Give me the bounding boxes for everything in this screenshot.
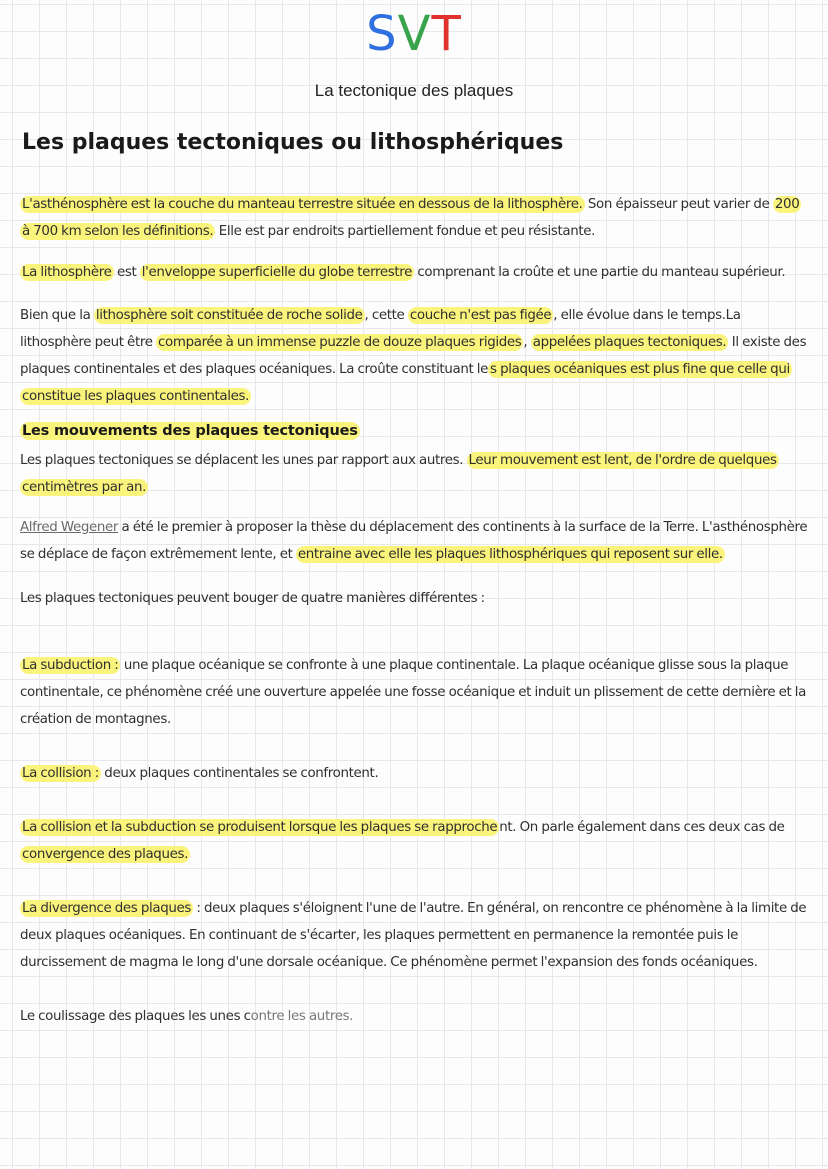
- highlight: comparée à un immense puzzle de douze plaques rigides: [158, 335, 522, 350]
- text: a été le premier à proposer la thèse du déplacement des continents à la surface de la Terre. L'asthénosphère se déplace de façon extrêmement lente, et: [20, 520, 808, 562]
- text: ontre les autres.: [250, 1009, 354, 1024]
- text: une plaque océanique se confronte à une plaque continentale. La plaque océanique glisse sous la plaque continentale, ce phénomène créé une ouverture appelée une fosse océanique et induit un plissement de cette dernière et la création de montagnes.: [20, 658, 807, 727]
- highlight: La collision et la subduction se produisent lorsque les plaques se rapproche: [22, 820, 498, 835]
- highlight: l'enveloppe superficielle du globe terrestre: [141, 265, 413, 280]
- text: est: [113, 265, 140, 280]
- highlight: appelées plaques tectoniques.: [532, 335, 727, 350]
- text: Les plaques tectoniques se déplacent les unes par rapport aux autres.: [20, 453, 467, 468]
- paragraph-puzzle: [20, 302, 810, 410]
- text: Il existe des plaques continentales et des plaques océaniques. La croûte constituant le: [20, 335, 807, 377]
- highlight: La collision :: [22, 766, 99, 781]
- page-subtitle: La tectonique des plaques: [314, 81, 514, 100]
- highlight: La lithosphère: [22, 265, 112, 280]
- paragraph-coulissage: [20, 1003, 810, 1030]
- highlight: convergence des plaques.: [22, 847, 189, 862]
- wegener-link[interactable]: Alfred Wegener: [20, 520, 119, 535]
- paragraph-mouvement: [20, 447, 810, 501]
- highlight: entraine avec elle les plaques lithosphériques qui reposent sur elle.: [297, 547, 723, 562]
- text: Son épaisseur peut varier de: [584, 197, 773, 212]
- logo-letter-v: V: [397, 6, 432, 62]
- text: : deux plaques s'éloignent l'une de l'autre. En général, on rencontre ce phénomène à la limite de deux plaques océaniques. En continuant de s'écarter, les plaques permettent en permanence la remontée puis le durcissement de magma le long d'une dorsale océanique. Ce phénomène permet l'expansion des fonds océaniques.: [20, 901, 807, 970]
- highlight: couche n'est pas figée: [409, 308, 552, 323]
- paragraph-asthenosphere: [20, 191, 810, 245]
- paragraph-divergence: [20, 895, 810, 976]
- text: Elle est par endroits partiellement fondue et peu résistante.: [215, 224, 596, 239]
- highlight: Leur mouvement est lent, de l'ordre de quelques centimètres par an.: [22, 453, 777, 495]
- logo-letter-t: T: [431, 6, 462, 62]
- text: , elle évolue dans le temps.La lithosphère peut être: [20, 308, 741, 350]
- text: , cette: [364, 308, 408, 323]
- highlight: 200 à 700 km selon les définitions.: [22, 197, 800, 239]
- highlight: s plaques océaniques est plus fine que celle qui constitue les plaques continentales.: [22, 362, 790, 404]
- section-title-plaques: Les plaques tectoniques ou lithosphériques: [22, 130, 564, 155]
- text: deux plaques continentales se confrontent.: [100, 766, 379, 781]
- paragraph-quatre-manieres: Les plaques tectoniques peuvent bouger de quatre manières différentes :: [20, 591, 485, 606]
- subject-logo: [0, 6, 828, 62]
- paragraph-convergence: [20, 814, 810, 868]
- text: Le coulissage des plaques les unes c: [20, 1009, 251, 1024]
- text: nt. On parle également dans ces deux cas de: [499, 820, 785, 835]
- section-title-mouvements: [20, 423, 360, 439]
- text: comprenant la croûte et une partie du manteau supérieur.: [414, 265, 786, 280]
- paragraph-wegener: [20, 514, 810, 568]
- highlight: Les mouvements des plaques tectoniques: [22, 423, 358, 439]
- text: Bien que la: [20, 308, 94, 323]
- paragraph-subduction: [20, 652, 810, 733]
- text: ,: [523, 335, 531, 350]
- highlight: La divergence des plaques: [22, 901, 192, 916]
- highlight: La subduction :: [22, 658, 119, 673]
- highlight: lithosphère soit constituée de roche solide: [95, 308, 363, 323]
- paragraph-lithosphere: [20, 259, 810, 286]
- logo-letter-s: S: [366, 6, 398, 62]
- highlight: L'asthénosphère est la couche du manteau terrestre située en dessous de la lithosphère.: [22, 197, 583, 212]
- paragraph-collision: [20, 760, 810, 787]
